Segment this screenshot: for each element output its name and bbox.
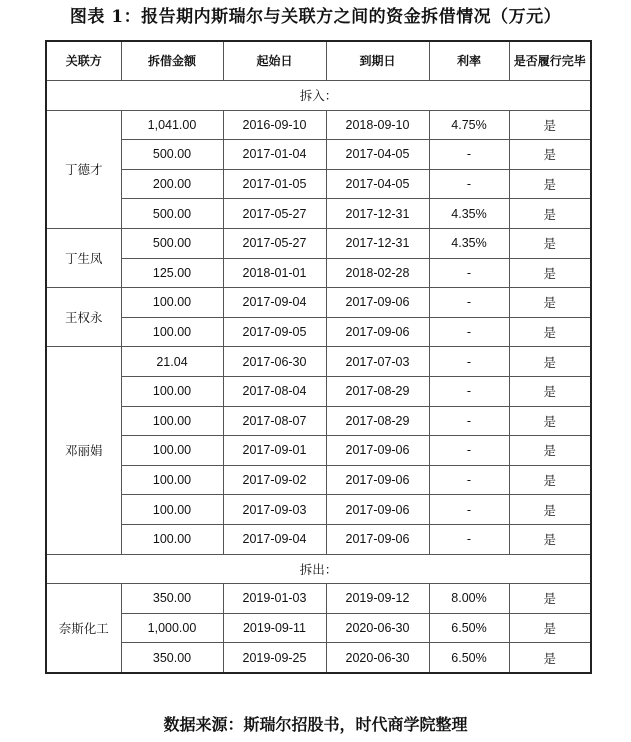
amount-cell: 500.00 <box>121 228 223 258</box>
start-date-cell: 2016-09-10 <box>223 110 326 140</box>
end-date-cell: 2018-09-10 <box>326 110 429 140</box>
rate-cell: - <box>429 169 509 199</box>
amount-cell: 100.00 <box>121 376 223 406</box>
table-row <box>46 436 591 466</box>
amount-cell: 1,041.00 <box>121 110 223 140</box>
table-row <box>46 347 591 377</box>
end-date-cell: 2017-08-29 <box>326 376 429 406</box>
end-date-cell: 2018-02-28 <box>326 258 429 288</box>
rate-cell: - <box>429 288 509 318</box>
amount-cell: 100.00 <box>121 524 223 554</box>
start-date-cell: 2017-06-30 <box>223 347 326 377</box>
party-name: 丁德才 <box>46 110 121 228</box>
table-header-row <box>46 41 591 81</box>
table-row <box>46 228 591 258</box>
amount-cell: 100.00 <box>121 317 223 347</box>
amount-cell: 500.00 <box>121 199 223 229</box>
end-date-cell: 2017-12-31 <box>326 199 429 229</box>
start-date-cell: 2019-01-03 <box>223 584 326 614</box>
fulfilled-cell: 是 <box>509 495 591 525</box>
party-name: 王权永 <box>46 288 121 347</box>
header-rate: 利率 <box>429 41 509 81</box>
table-row <box>46 317 591 347</box>
amount-cell: 500.00 <box>121 140 223 170</box>
end-date-cell: 2017-04-05 <box>326 140 429 170</box>
rate-cell: - <box>429 524 509 554</box>
cropped-footnote <box>50 672 590 677</box>
start-date-cell: 2017-05-27 <box>223 228 326 258</box>
rate-cell: - <box>429 406 509 436</box>
end-date-cell: 2017-09-06 <box>326 317 429 347</box>
table-row <box>46 140 591 170</box>
start-date-cell: 2019-09-11 <box>223 613 326 643</box>
fulfilled-cell: 是 <box>509 110 591 140</box>
end-date-cell: 2020-06-30 <box>326 643 429 673</box>
rate-cell: - <box>429 376 509 406</box>
start-date-cell: 2017-08-04 <box>223 376 326 406</box>
fulfilled-cell: 是 <box>509 436 591 466</box>
amount-cell: 100.00 <box>121 465 223 495</box>
header-start-date: 起始日 <box>223 41 326 81</box>
party-name: 丁生凤 <box>46 228 121 287</box>
amount-cell: 350.00 <box>121 584 223 614</box>
table-row <box>46 258 591 288</box>
header-amount: 拆借金额 <box>121 41 223 81</box>
rate-cell: - <box>429 317 509 347</box>
fulfilled-cell: 是 <box>509 317 591 347</box>
rate-cell: 8.00% <box>429 584 509 614</box>
fulfilled-cell: 是 <box>509 406 591 436</box>
start-date-cell: 2019-09-25 <box>223 643 326 673</box>
start-date-cell: 2017-09-01 <box>223 436 326 466</box>
fulfilled-cell: 是 <box>509 258 591 288</box>
table-row <box>46 169 591 199</box>
start-date-cell: 2017-08-07 <box>223 406 326 436</box>
start-date-cell: 2017-01-05 <box>223 169 326 199</box>
fulfilled-cell: 是 <box>509 584 591 614</box>
header-fulfilled: 是否履行完毕 <box>509 41 591 81</box>
amount-cell: 125.00 <box>121 258 223 288</box>
end-date-cell: 2017-09-06 <box>326 524 429 554</box>
table-row <box>46 495 591 525</box>
table-row <box>46 584 591 614</box>
amount-cell: 100.00 <box>121 406 223 436</box>
table-row <box>46 406 591 436</box>
section-label: 拆出： <box>46 554 591 584</box>
table-row <box>46 465 591 495</box>
start-date-cell: 2017-09-04 <box>223 288 326 318</box>
data-source: 数据来源：斯瑞尔招股书，时代商学院整理 <box>163 715 468 734</box>
fulfilled-cell: 是 <box>509 376 591 406</box>
amount-cell: 100.00 <box>121 288 223 318</box>
rate-cell: 6.50% <box>429 613 509 643</box>
table-row <box>46 524 591 554</box>
amount-cell: 200.00 <box>121 169 223 199</box>
rate-cell: - <box>429 436 509 466</box>
amount-cell: 21.04 <box>121 347 223 377</box>
section-row <box>46 81 591 111</box>
rate-cell: 4.35% <box>429 199 509 229</box>
fulfilled-cell: 是 <box>509 199 591 229</box>
fulfilled-cell: 是 <box>509 347 591 377</box>
start-date-cell: 2017-01-04 <box>223 140 326 170</box>
start-date-cell: 2017-09-02 <box>223 465 326 495</box>
header-party: 关联方 <box>46 41 121 81</box>
fulfilled-cell: 是 <box>509 613 591 643</box>
fulfilled-cell: 是 <box>509 643 591 673</box>
amount-cell: 1,000.00 <box>121 613 223 643</box>
rate-cell: - <box>429 140 509 170</box>
table-row <box>46 376 591 406</box>
header-end-date: 到期日 <box>326 41 429 81</box>
fulfilled-cell: 是 <box>509 524 591 554</box>
rate-cell: 4.35% <box>429 228 509 258</box>
party-name: 奈斯化工 <box>46 584 121 673</box>
loan-table <box>45 40 592 674</box>
end-date-cell: 2017-09-06 <box>326 495 429 525</box>
fulfilled-cell: 是 <box>509 288 591 318</box>
fulfilled-cell: 是 <box>509 169 591 199</box>
end-date-cell: 2017-09-06 <box>326 436 429 466</box>
rate-cell: 6.50% <box>429 643 509 673</box>
table-row <box>46 643 591 673</box>
rate-cell: - <box>429 347 509 377</box>
end-date-cell: 2020-06-30 <box>326 613 429 643</box>
start-date-cell: 2017-09-03 <box>223 495 326 525</box>
start-date-cell: 2017-09-05 <box>223 317 326 347</box>
end-date-cell: 2017-12-31 <box>326 228 429 258</box>
fulfilled-cell: 是 <box>509 140 591 170</box>
table-row <box>46 110 591 140</box>
rate-cell: 4.75% <box>429 110 509 140</box>
end-date-cell: 2017-08-29 <box>326 406 429 436</box>
table-row <box>46 199 591 229</box>
fulfilled-cell: 是 <box>509 465 591 495</box>
amount-cell: 100.00 <box>121 495 223 525</box>
figure-title: 图表 1：报告期内斯瑞尔与关联方之间的资金拆借情况（万元） <box>69 7 562 27</box>
rate-cell: - <box>429 495 509 525</box>
rate-cell: - <box>429 465 509 495</box>
section-row <box>46 554 591 584</box>
amount-cell: 350.00 <box>121 643 223 673</box>
fulfilled-cell: 是 <box>509 228 591 258</box>
table-row <box>46 613 591 643</box>
start-date-cell: 2018-01-01 <box>223 258 326 288</box>
start-date-cell: 2017-09-04 <box>223 524 326 554</box>
end-date-cell: 2017-09-06 <box>326 465 429 495</box>
party-name: 邓丽娟 <box>46 347 121 554</box>
end-date-cell: 2017-04-05 <box>326 169 429 199</box>
rate-cell: - <box>429 258 509 288</box>
amount-cell: 100.00 <box>121 436 223 466</box>
end-date-cell: 2019-09-12 <box>326 584 429 614</box>
section-label: 拆入： <box>46 81 591 111</box>
end-date-cell: 2017-07-03 <box>326 347 429 377</box>
end-date-cell: 2017-09-06 <box>326 288 429 318</box>
table-row <box>46 288 591 318</box>
start-date-cell: 2017-05-27 <box>223 199 326 229</box>
